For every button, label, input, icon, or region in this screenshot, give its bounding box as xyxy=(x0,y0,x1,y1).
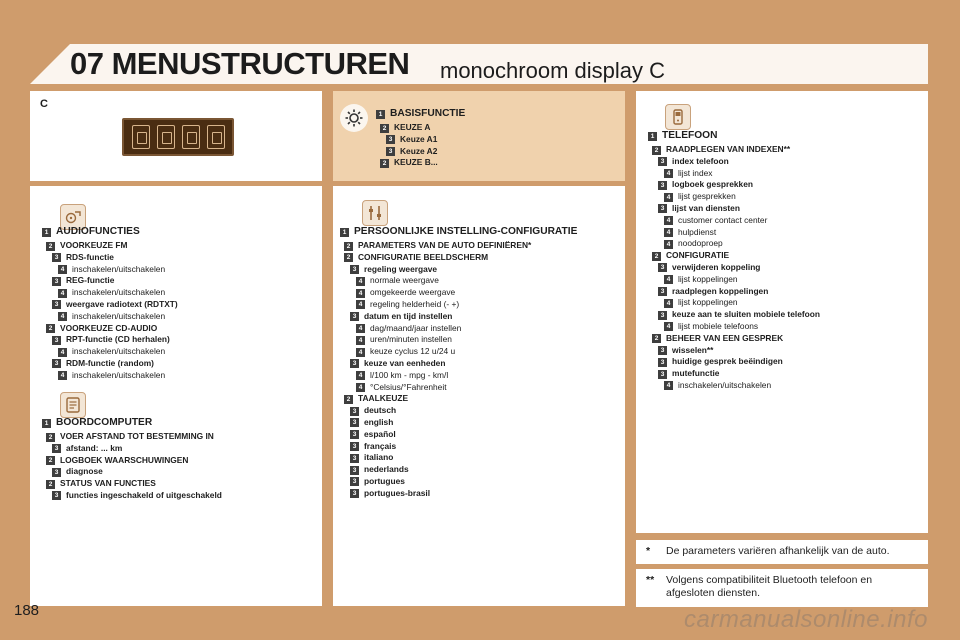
level-badge: 4 xyxy=(58,289,67,298)
menu-item-label: lijst koppelingen xyxy=(678,297,738,308)
menu-item-label: noodoproep xyxy=(678,238,723,249)
chapter-title: MENUSTRUCTUREN xyxy=(111,46,410,81)
level-badge: 2 xyxy=(344,242,353,251)
level-badge: 3 xyxy=(386,135,395,144)
menu-item-label: Keuze A1 xyxy=(400,133,438,144)
menu-item-label: TELEFOON xyxy=(662,130,718,141)
level-badge: 3 xyxy=(658,358,667,367)
menu-item-label: CONFIGURATIE BEELDSCHERM xyxy=(358,251,489,262)
level-badge: 1 xyxy=(648,132,657,141)
footnote-mark: * xyxy=(646,545,651,557)
level-badge: 4 xyxy=(58,348,67,357)
menu-item-label: verwijderen koppeling xyxy=(672,261,761,272)
menu-item-label: english xyxy=(364,416,394,427)
level-badge: 3 xyxy=(350,359,359,368)
menu-item-label: Keuze A2 xyxy=(400,145,438,156)
page-subtitle: monochroom display C xyxy=(440,58,665,83)
level-badge: 2 xyxy=(652,334,661,343)
page-number: 188 xyxy=(14,602,40,619)
menu-item-label: portugues xyxy=(364,475,405,486)
menu-item-label: raadplegen koppelingen xyxy=(672,285,769,296)
footnote-parameters xyxy=(646,545,922,559)
page-title xyxy=(70,46,409,82)
level-badge: 3 xyxy=(658,263,667,272)
menu-item-label: customer contact center xyxy=(678,214,768,225)
menu-item-label: VOORKEUZE FM xyxy=(60,240,128,250)
level-badge: 3 xyxy=(52,277,61,286)
menu-item-label: RDS-functie xyxy=(66,251,114,262)
level-badge: 4 xyxy=(664,193,673,202)
level-badge: 1 xyxy=(340,228,349,237)
level-badge: 2 xyxy=(344,395,353,404)
level-badge: 4 xyxy=(356,336,365,345)
menu-item-label: afstand: ... km xyxy=(66,442,123,453)
menu-item-label: normale weergave xyxy=(370,275,439,286)
level-badge: 2 xyxy=(652,252,661,261)
level-badge: 3 xyxy=(52,491,61,500)
menu-item-label: lijst koppelingen xyxy=(678,273,738,284)
menu-item-label: lijst mobiele telefoons xyxy=(678,320,759,331)
level-badge: 3 xyxy=(658,157,667,166)
level-badge: 4 xyxy=(664,322,673,331)
chapter-number: 07 xyxy=(70,46,104,81)
watermark: carmanualsonline.info xyxy=(684,606,928,633)
menu-item-label: lijst index xyxy=(678,167,713,178)
settings-icon xyxy=(362,200,388,226)
menu-item-label: VOORKEUZE CD-AUDIO xyxy=(60,322,158,333)
menu-item-label: BASISFUNCTIE xyxy=(390,108,466,119)
menu-item-label: lijst van diensten xyxy=(672,202,740,213)
level-badge: 3 xyxy=(350,466,359,475)
level-badge: 4 xyxy=(58,371,67,380)
level-badge: 4 xyxy=(356,289,365,298)
menu-item-label: TAALKEUZE xyxy=(358,393,409,404)
menu-item-label: regeling weergave xyxy=(364,263,438,274)
menu-item-label: hulpdienst xyxy=(678,226,717,237)
menu-item-label: omgekeerde weergave xyxy=(370,287,456,298)
display-phone-icon xyxy=(207,125,225,149)
level-badge: 3 xyxy=(52,468,61,477)
level-badge: 1 xyxy=(42,228,51,237)
menu-item-label: regeling helderheid (- +) xyxy=(370,298,460,309)
gear-sun-icon xyxy=(340,104,368,132)
level-badge: 2 xyxy=(380,159,389,168)
menu-item-label: inschakelen/uitschakelen xyxy=(678,379,772,390)
menu-item-label: lijst gesprekken xyxy=(678,191,736,202)
menu-item-label: inschakelen/uitschakelen xyxy=(72,263,166,274)
menu-item-label: l/100 km - mpg - km/l xyxy=(370,369,449,380)
display-audio-icon xyxy=(132,125,150,149)
menu-item-label: RDM-functie (random) xyxy=(66,357,154,368)
menu-item-label: italiano xyxy=(364,452,394,463)
level-badge: 1 xyxy=(42,419,51,428)
level-badge: 4 xyxy=(664,228,673,237)
level-badge: 4 xyxy=(356,371,365,380)
level-badge: 3 xyxy=(350,407,359,416)
level-badge: 2 xyxy=(344,253,353,262)
display-settings-icon xyxy=(182,125,200,149)
level-badge: 1 xyxy=(376,110,385,119)
menu-item-label: diagnose xyxy=(66,466,103,477)
menu-item-label: REG-functie xyxy=(66,275,115,286)
level-badge: 3 xyxy=(658,311,667,320)
level-badge: 3 xyxy=(658,204,667,213)
level-badge: 3 xyxy=(52,336,61,345)
level-badge: 3 xyxy=(350,265,359,274)
menu-item-label: BEHEER VAN EEN GESPREK xyxy=(666,332,784,343)
level-badge: 4 xyxy=(664,275,673,284)
menu-item-label: PARAMETERS VAN DE AUTO DEFINIËREN* xyxy=(358,240,532,250)
footnote-mark: ** xyxy=(646,574,655,586)
level-badge: 3 xyxy=(350,477,359,486)
level-badge: 4 xyxy=(58,312,67,321)
menu-item-label: keuze aan te sluiten mobiele telefoon xyxy=(672,309,820,320)
menu-item-label: portugues-brasil xyxy=(364,487,431,498)
menu-item-label: inschakelen/uitschakelen xyxy=(72,346,166,357)
level-badge: 3 xyxy=(658,370,667,379)
level-badge: 2 xyxy=(46,242,55,251)
menu-item-label: mutefunctie xyxy=(672,368,720,379)
phone-icon xyxy=(665,104,691,130)
level-badge: 3 xyxy=(658,346,667,355)
level-badge: 2 xyxy=(652,146,661,155)
menu-item-label: dag/maand/jaar instellen xyxy=(370,322,462,333)
menu-item-label: KEUZE A xyxy=(394,122,431,132)
menu-item-label: weergave radiotext (RDTXT) xyxy=(66,298,178,309)
menu-item-label: BOORDCOMPUTER xyxy=(56,417,153,428)
menu-item-label: CONFIGURATIE xyxy=(666,250,730,261)
level-badge: 3 xyxy=(52,253,61,262)
menu-item-label: español xyxy=(364,428,396,439)
menu-item-label: uren/minuten instellen xyxy=(370,334,452,345)
level-badge: 3 xyxy=(52,300,61,309)
menu-item-label: AUDIOFUNCTIES xyxy=(56,226,140,237)
level-badge: 2 xyxy=(380,124,389,133)
level-badge: 2 xyxy=(46,456,55,465)
level-badge: 4 xyxy=(664,381,673,390)
menu-item-label: index telefoon xyxy=(672,155,729,166)
level-badge: 4 xyxy=(664,216,673,225)
level-badge: 2 xyxy=(46,480,55,489)
menu-item-label: inschakelen/uitschakelen xyxy=(72,287,166,298)
level-badge: 3 xyxy=(52,444,61,453)
footnote-text: De parameters variëren afhankelijk van de auto. xyxy=(666,545,890,557)
level-badge: 3 xyxy=(386,147,395,156)
menu-item-label: LOGBOEK WAARSCHUWINGEN xyxy=(60,454,189,465)
menu-item-label: datum en tijd instellen xyxy=(364,310,453,321)
menu-item-label: inschakelen/uitschakelen xyxy=(72,369,166,380)
level-badge: 3 xyxy=(350,489,359,498)
menu-item-label: PERSOONLIJKE INSTELLING-CONFIGURATIE xyxy=(354,226,578,237)
menu-item-label: inschakelen/uitschakelen xyxy=(72,310,166,321)
level-badge: 2 xyxy=(46,324,55,333)
level-badge: 4 xyxy=(664,169,673,178)
menu-item-label: KEUZE B... xyxy=(394,157,438,168)
level-badge: 3 xyxy=(350,442,359,451)
level-badge: 4 xyxy=(356,324,365,333)
menu-item-label: °Celsius/°Fahrenheit xyxy=(370,381,447,392)
menu-item-label: keuze cyclus 12 u/24 u xyxy=(370,346,456,357)
level-badge: 4 xyxy=(58,265,67,274)
level-badge: 4 xyxy=(664,299,673,308)
menu-item-label: français xyxy=(364,440,397,451)
menu-item-label: wisselen** xyxy=(672,344,714,355)
level-badge: 3 xyxy=(350,312,359,321)
level-badge: 4 xyxy=(664,240,673,249)
level-badge: 4 xyxy=(356,383,365,392)
level-badge: 3 xyxy=(350,454,359,463)
menu-item-label: huidige gesprek beëindigen xyxy=(672,356,783,367)
menu-item-label: keuze van eenheden xyxy=(364,357,446,368)
level-badge: 3 xyxy=(658,181,667,190)
menu-item-label: deutsch xyxy=(364,405,397,416)
menu-item-label: logboek gesprekken xyxy=(672,179,753,190)
level-badge: 2 xyxy=(46,433,55,442)
menu-item-label: functies ingeschakeld of uitgeschakeld xyxy=(66,489,222,500)
monochrome-display-image xyxy=(122,118,234,156)
level-badge: 4 xyxy=(356,300,365,309)
trip-computer-icon xyxy=(60,392,86,418)
display-type-label: C xyxy=(40,98,48,110)
basis-panel xyxy=(333,91,625,181)
menu-item-label: RPT-functie (CD herhalen) xyxy=(66,334,170,345)
display-computer-icon xyxy=(157,125,175,149)
menu-item-label: VOER AFSTAND TOT BESTEMMING IN xyxy=(60,431,214,441)
menu-item-label: RAADPLEGEN VAN INDEXEN** xyxy=(666,144,791,154)
menu-item-label: STATUS VAN FUNCTIES xyxy=(60,478,156,489)
menu-item-label: nederlands xyxy=(364,464,409,475)
level-badge: 4 xyxy=(356,277,365,286)
footnote-text: Volgens compatibiliteit Bluetooth telefoon en afgesloten diensten. xyxy=(666,574,873,599)
level-badge: 3 xyxy=(658,287,667,296)
footnote-bluetooth xyxy=(646,574,922,604)
level-badge: 4 xyxy=(356,348,365,357)
level-badge: 3 xyxy=(350,430,359,439)
level-badge: 3 xyxy=(52,359,61,368)
level-badge: 3 xyxy=(350,418,359,427)
